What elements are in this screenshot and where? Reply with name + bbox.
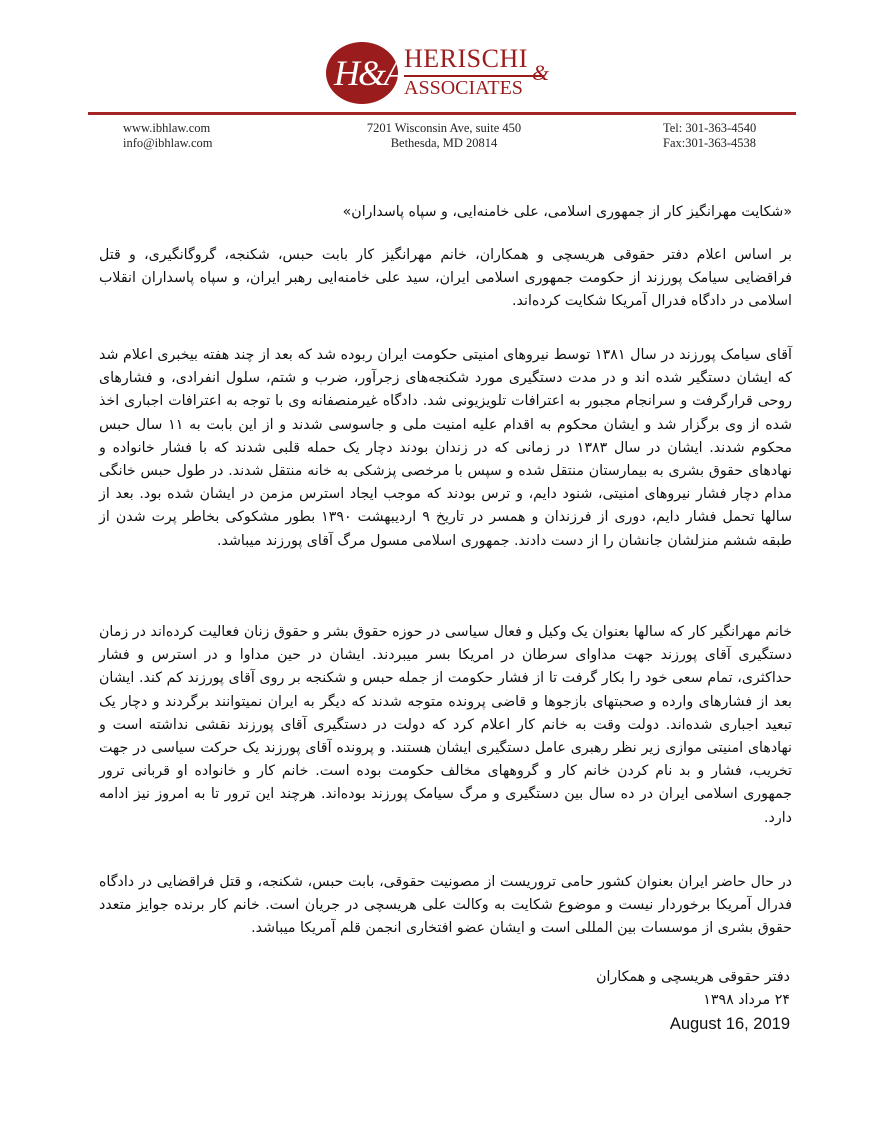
contact-phone [663,121,756,151]
tel-number: Tel: 301-363-4540 [663,121,757,135]
letterhead [0,0,878,160]
signature-date-en: August 16, 2019 [669,1015,790,1034]
contact-web [123,121,213,151]
letter-title: «شکایت مهرانگیز کار از جمهوری اسلامی، علی خامنه‌ایی، و سپاه پاسداران» [342,204,792,220]
paragraph-4: در حال حاضر ایران بعنوان کشور حامی تروریست از مصونیت حقوقی، بابت حبس، شکنجه، و قتل فراقضایی در دادگاه فدرال آمریکا برخوردار نیست و موضوع شکایت به وکالت علی هریسچی در جریان است. خانم کار برنده جوایز متعدد حقوق بشری از موسسات بین المللی است و ایشان عضو افتخاری انجمن قلم آمریکا میباشد. [99,874,792,937]
firm-ampersand: & [532,60,550,85]
paragraph-1: بر اساس اعلام دفتر حقوقی هریسچی و همکاران، خانم مهرانگیز کار بابت حبس، شکنجه، گروگانگیری، و قتل فراقضایی سیامک پورزند از حکومت جمهوری اسلامی ایران، سید علی خامنه‌ایی رهبر ایران، و سپاه پاسداران انقلاب اسلامی در دادگاه فدرال آمریکا شکایت کرده‌اند. [99,247,792,310]
address-line1: 7201 Wisconsin Ave, suite 450 [366,121,522,135]
firm-name-line2: ASSOCIATES [404,77,523,99]
paragraph-2: آقای سیامک پورزند در سال ۱۳۸۱ توسط نیروهای امنیتی حکومت ایران ربوده شد که بعد از چند هفته بیخبری اعلام شد که ایشان دستگیر شده اند و در مدت دستگیری مورد شکنجه‌های زجرآور، ضرب و شتم، سلول انفرادی، و فشارهای روحی قرارگرفت و سرانجام مجبور به اعترافات تلویزیونی شد. دادگاه غیرمنصفانه وی با توجه به اعترافات اجباری اخذ شده از وی برگزار شد و ایشان محکوم به اقدام علیه امنیت ملی و جاسوسی شدند و از این بابت به ۱۱ سال حبس محکوم شدند. ایشان در سال ۱۳۸۳ در زمانی که در زندان بودند دچار یک حمله قلبی شدند که با فشار خانواده و نهادهای حقوق بشری به بیمارستان منتقل شده و سپس با مرخصی پزشکی به خانه منتقل شدند. در طول حبس خانگی مدام دچار فشار نیروهای امنیتی، شنود دایم، و ترس بودند که موجب ایجاد استرس مزمن در ایشان شده بود. بعد از سالها تحمل فشار دایم، دوری از فرزندان و همسر در تاریخ ۹ اردیبهشت ۱۳۹۰ بطور مشکوکی بخاطر پرت شدن از طبقه ششم منزلشان جانشان را از دست دادند. جمهوری اسلامی مسول مرگ آقای پورزند میباشد. [99,347,792,549]
letterhead-divider [88,112,796,115]
website-link[interactable]: www.ibhlaw.com [123,121,211,135]
fax-number: Fax:301-363-4538 [663,136,757,150]
signature-date-fa: ۲۴ مرداد ۱۳۹۸ [703,992,790,1009]
firm-logo [326,42,551,104]
contact-address [351,121,537,151]
address-line2: Bethesda, MD 20814 [390,136,498,150]
signature-block [596,966,790,1036]
signature-firm: دفتر حقوقی هریسچی و همکاران [596,969,790,985]
firm-name-line1: HERISCHI [404,44,528,73]
logo-monogram: H&A [334,53,404,93]
email-link[interactable]: info@ibhlaw.com [123,136,213,150]
paragraph-3: خانم مهرانگیر کار که سالها بعنوان یک وکیل و فعال سیاسی در حوزه حقوق بشر و حقوق زنان فعالیت کرده‌اند در زمان دستگیری آقای پورزند جهت مداوای سرطان در امریکا بسر میبردند. ایشان در حین مداوا و در استرس و فشار حداکثری، تمام سعی خود را بکار گرفت تا از فشار حکومت از جمله حبس و شکنجه بر روی آقای پورزند کم کند. ایشان بعد از فشارهای وارده و صحبتهای بازجوها و قاضی پرونده متوجه شدند که دیگر به ایران نمیتوانند برگردند و دچار یک تبعید اجباری شده‌اند. دولت وقت به خانم کار اعلام کرد که دولت در دستگیری آقای پورزند نقشی نداشته است و نهادهای امنیتی موازی زیر نظر رهبری عامل دستگیری ایشان هستند. و پرونده آقای پورزند یک حرکت سیاسی در جهت تخریب، فشار و بد نام کردن خانم کار و گروههای مخالف حکومت بوده است. خانم کار و خانواده او قربانی ترور جمهوری اسلامی ایران در ده سال بین دستگیری و مرگ سیامک پورزند بوده‌اند. هرچند این ترور تا به امروز نیز ادامه دارد. [99,624,792,826]
